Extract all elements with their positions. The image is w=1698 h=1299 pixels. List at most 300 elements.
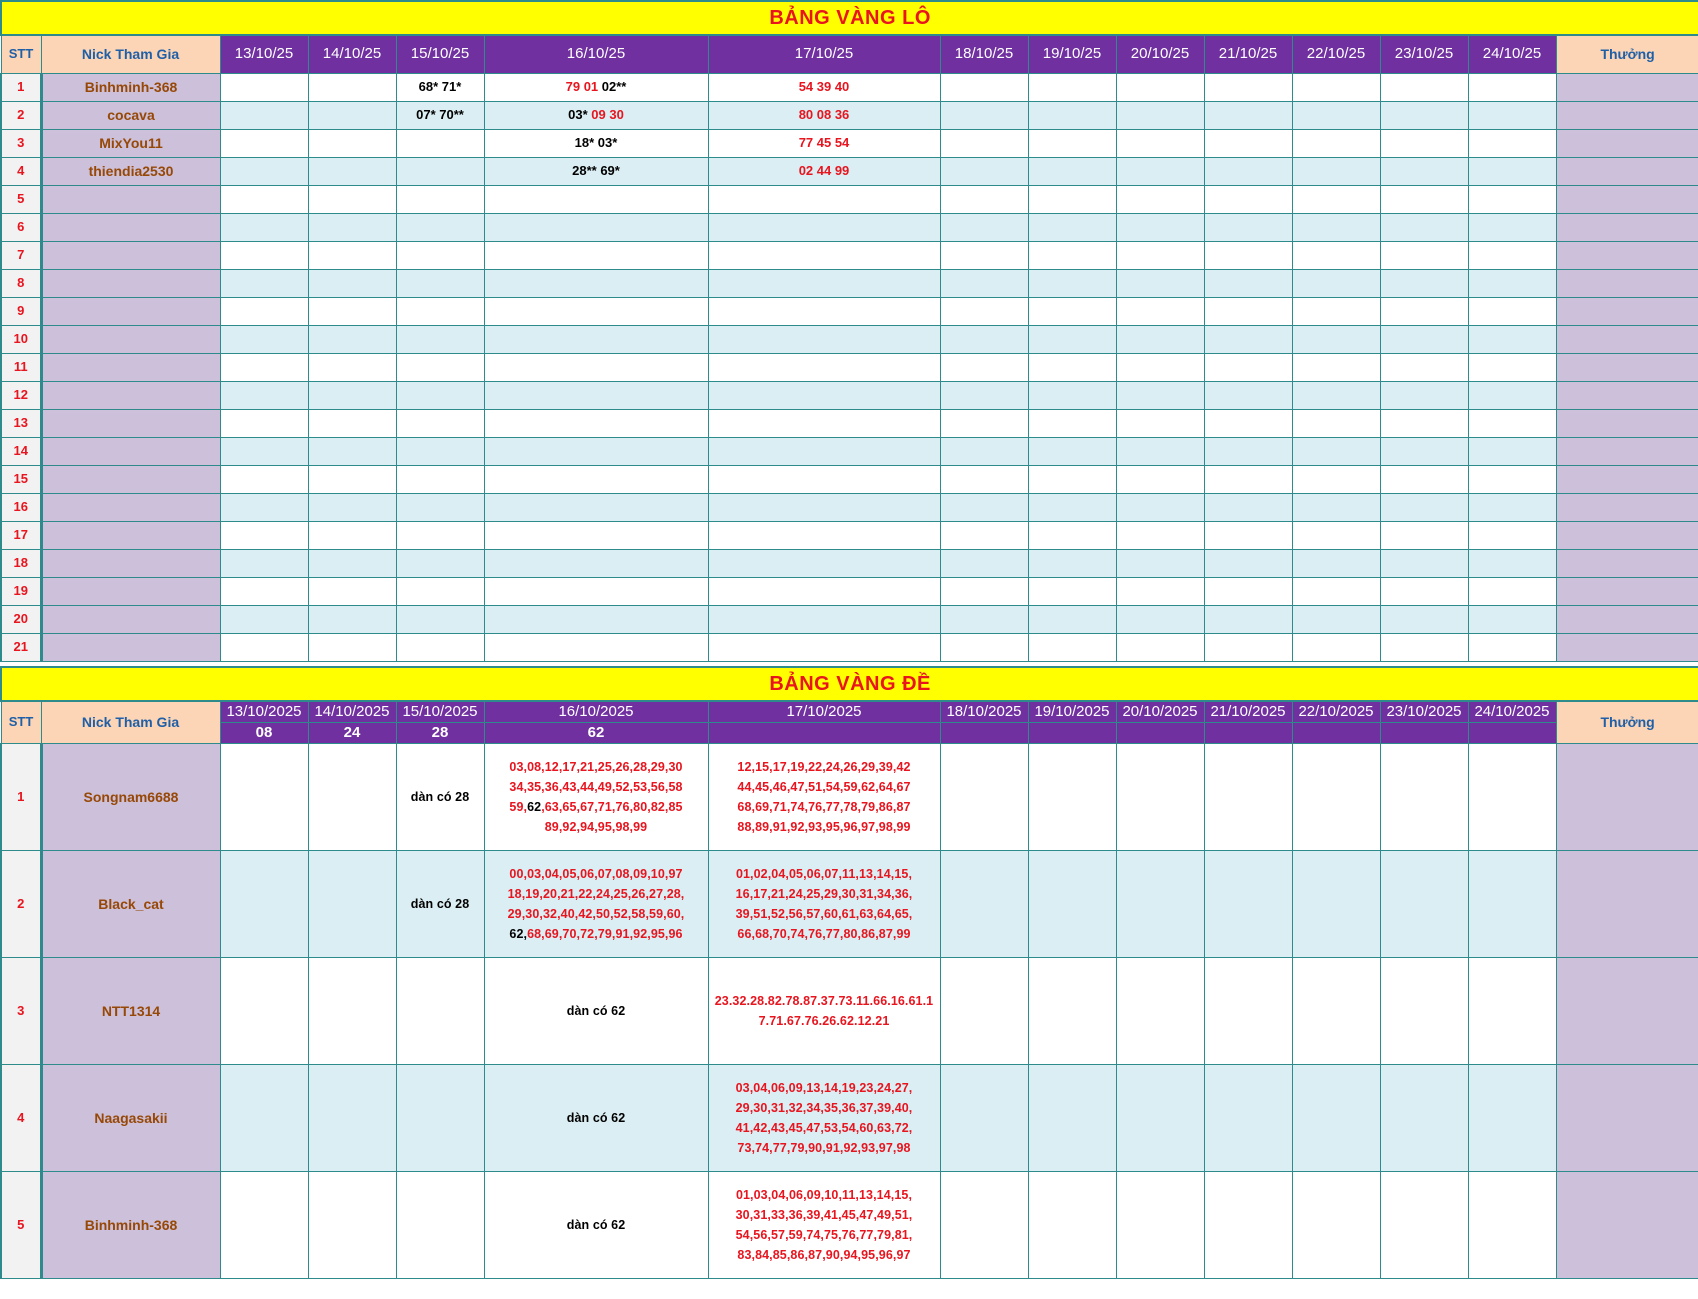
lo-pick-cell[interactable] xyxy=(396,521,484,549)
lo-pick-cell[interactable] xyxy=(1028,213,1116,241)
de-pick-cell[interactable] xyxy=(1116,744,1204,851)
lo-pick-cell[interactable] xyxy=(308,213,396,241)
lo-pick-cell[interactable] xyxy=(308,269,396,297)
de-pick-cell[interactable] xyxy=(484,1172,708,1279)
lo-pick-cell[interactable] xyxy=(1204,437,1292,465)
lo-pick-cell[interactable] xyxy=(1028,101,1116,129)
lo-pick-cell[interactable] xyxy=(1292,241,1380,269)
reward-cell[interactable] xyxy=(1556,381,1698,409)
lo-pick-cell[interactable] xyxy=(308,325,396,353)
lo-pick-cell[interactable] xyxy=(1116,381,1204,409)
de-pick-cell[interactable] xyxy=(308,1172,396,1279)
lo-pick-cell[interactable] xyxy=(220,73,308,101)
de-pick-cell[interactable] xyxy=(1204,744,1292,851)
lo-pick-cell[interactable] xyxy=(220,157,308,185)
lo-pick-cell[interactable] xyxy=(1028,241,1116,269)
lo-pick-cell[interactable] xyxy=(708,73,940,101)
lo-pick-cell[interactable] xyxy=(396,269,484,297)
player-nick[interactable] xyxy=(41,297,220,325)
lo-pick-cell[interactable] xyxy=(396,73,484,101)
de-pick-cell[interactable] xyxy=(1116,851,1204,958)
lo-pick-cell[interactable] xyxy=(308,577,396,605)
reward-cell[interactable] xyxy=(1556,437,1698,465)
de-pick-cell[interactable] xyxy=(1468,958,1556,1065)
lo-pick-cell[interactable] xyxy=(220,605,308,633)
de-pick-cell[interactable] xyxy=(308,851,396,958)
lo-pick-cell[interactable] xyxy=(1116,353,1204,381)
lo-pick-cell[interactable] xyxy=(708,297,940,325)
lo-pick-cell[interactable] xyxy=(940,297,1028,325)
lo-pick-cell[interactable] xyxy=(940,465,1028,493)
lo-pick-cell[interactable] xyxy=(1292,325,1380,353)
reward-cell[interactable] xyxy=(1556,409,1698,437)
reward-cell[interactable] xyxy=(1556,353,1698,381)
lo-pick-cell[interactable] xyxy=(1028,465,1116,493)
lo-pick-cell[interactable] xyxy=(396,213,484,241)
lo-pick-cell[interactable] xyxy=(1204,73,1292,101)
lo-pick-cell[interactable] xyxy=(940,633,1028,661)
lo-pick-cell[interactable] xyxy=(1028,297,1116,325)
lo-pick-cell[interactable] xyxy=(1468,437,1556,465)
lo-pick-cell[interactable] xyxy=(940,129,1028,157)
lo-pick-cell[interactable] xyxy=(308,437,396,465)
de-pick-cell[interactable] xyxy=(1292,744,1380,851)
lo-pick-cell[interactable] xyxy=(1204,353,1292,381)
lo-pick-cell[interactable] xyxy=(308,129,396,157)
de-pick-cell[interactable] xyxy=(1204,1172,1292,1279)
player-nick[interactable] xyxy=(41,213,220,241)
lo-pick-cell[interactable] xyxy=(1292,493,1380,521)
lo-pick-cell[interactable] xyxy=(1292,605,1380,633)
de-pick-cell[interactable] xyxy=(396,958,484,1065)
de-pick-cell[interactable] xyxy=(1468,744,1556,851)
lo-pick-cell[interactable] xyxy=(940,577,1028,605)
player-nick[interactable]: Songnam6688 xyxy=(41,744,220,851)
de-pick-cell[interactable] xyxy=(220,1172,308,1279)
lo-pick-cell[interactable] xyxy=(1380,437,1468,465)
lo-pick-cell[interactable] xyxy=(220,493,308,521)
lo-pick-cell[interactable] xyxy=(1380,521,1468,549)
lo-pick-cell[interactable] xyxy=(708,381,940,409)
de-pick-cell[interactable] xyxy=(220,958,308,1065)
lo-pick-cell[interactable] xyxy=(396,101,484,129)
lo-pick-cell[interactable] xyxy=(1028,409,1116,437)
de-pick-cell[interactable] xyxy=(484,1065,708,1172)
lo-pick-cell[interactable] xyxy=(220,353,308,381)
lo-pick-cell[interactable] xyxy=(484,465,708,493)
lo-pick-cell[interactable] xyxy=(396,437,484,465)
lo-pick-cell[interactable] xyxy=(708,353,940,381)
de-pick-cell[interactable] xyxy=(308,1065,396,1172)
reward-cell[interactable] xyxy=(1556,577,1698,605)
de-pick-cell[interactable] xyxy=(1028,958,1116,1065)
lo-pick-cell[interactable] xyxy=(1204,577,1292,605)
player-nick[interactable]: MixYou11 xyxy=(41,129,220,157)
player-nick[interactable] xyxy=(41,465,220,493)
lo-pick-cell[interactable] xyxy=(484,297,708,325)
lo-pick-cell[interactable] xyxy=(708,633,940,661)
lo-pick-cell[interactable] xyxy=(220,381,308,409)
lo-pick-cell[interactable] xyxy=(708,437,940,465)
lo-pick-cell[interactable] xyxy=(940,269,1028,297)
reward-cell[interactable] xyxy=(1556,633,1698,661)
lo-pick-cell[interactable] xyxy=(1116,325,1204,353)
lo-pick-cell[interactable] xyxy=(940,157,1028,185)
lo-pick-cell[interactable] xyxy=(1468,633,1556,661)
lo-pick-cell[interactable] xyxy=(396,353,484,381)
player-nick[interactable] xyxy=(41,549,220,577)
lo-pick-cell[interactable] xyxy=(484,437,708,465)
player-nick[interactable] xyxy=(41,269,220,297)
lo-pick-cell[interactable] xyxy=(1028,437,1116,465)
lo-pick-cell[interactable] xyxy=(1028,129,1116,157)
lo-pick-cell[interactable] xyxy=(1028,493,1116,521)
lo-pick-cell[interactable] xyxy=(484,325,708,353)
lo-pick-cell[interactable] xyxy=(308,101,396,129)
de-pick-cell[interactable] xyxy=(1468,1172,1556,1279)
de-pick-cell[interactable] xyxy=(708,1065,940,1172)
lo-pick-cell[interactable] xyxy=(308,185,396,213)
de-pick-cell[interactable] xyxy=(220,744,308,851)
reward-cell[interactable] xyxy=(1556,213,1698,241)
lo-pick-cell[interactable] xyxy=(1380,409,1468,437)
de-pick-cell[interactable] xyxy=(1028,744,1116,851)
lo-pick-cell[interactable] xyxy=(1204,465,1292,493)
lo-pick-cell[interactable] xyxy=(708,577,940,605)
lo-pick-cell[interactable] xyxy=(1116,157,1204,185)
lo-pick-cell[interactable] xyxy=(308,549,396,577)
de-pick-cell[interactable] xyxy=(484,851,708,958)
player-nick[interactable] xyxy=(41,381,220,409)
de-pick-cell[interactable] xyxy=(308,744,396,851)
lo-pick-cell[interactable] xyxy=(1116,73,1204,101)
lo-pick-cell[interactable] xyxy=(1380,269,1468,297)
de-pick-cell[interactable] xyxy=(1292,1065,1380,1172)
lo-pick-cell[interactable] xyxy=(1116,549,1204,577)
lo-pick-cell[interactable] xyxy=(1116,605,1204,633)
lo-pick-cell[interactable] xyxy=(708,521,940,549)
reward-cell[interactable] xyxy=(1556,549,1698,577)
de-pick-cell[interactable] xyxy=(1116,1172,1204,1279)
reward-cell[interactable] xyxy=(1556,493,1698,521)
lo-pick-cell[interactable] xyxy=(1116,409,1204,437)
lo-pick-cell[interactable] xyxy=(1204,129,1292,157)
lo-pick-cell[interactable] xyxy=(1380,157,1468,185)
de-pick-cell[interactable] xyxy=(484,958,708,1065)
lo-pick-cell[interactable] xyxy=(1380,353,1468,381)
lo-pick-cell[interactable] xyxy=(1116,213,1204,241)
de-pick-cell[interactable] xyxy=(708,851,940,958)
reward-cell[interactable] xyxy=(1556,101,1698,129)
lo-pick-cell[interactable] xyxy=(484,549,708,577)
player-nick[interactable]: Black_cat xyxy=(41,851,220,958)
de-pick-cell[interactable] xyxy=(1380,744,1468,851)
lo-pick-cell[interactable] xyxy=(1204,297,1292,325)
lo-pick-cell[interactable] xyxy=(484,633,708,661)
reward-cell[interactable] xyxy=(1556,129,1698,157)
lo-pick-cell[interactable] xyxy=(1116,101,1204,129)
lo-pick-cell[interactable] xyxy=(1116,437,1204,465)
de-pick-cell[interactable] xyxy=(396,1065,484,1172)
lo-pick-cell[interactable] xyxy=(1292,297,1380,325)
lo-pick-cell[interactable] xyxy=(1204,493,1292,521)
lo-pick-cell[interactable] xyxy=(1468,409,1556,437)
lo-pick-cell[interactable] xyxy=(1468,269,1556,297)
player-nick[interactable]: NTT1314 xyxy=(41,958,220,1065)
lo-pick-cell[interactable] xyxy=(484,577,708,605)
de-pick-cell[interactable] xyxy=(940,1172,1028,1279)
de-pick-cell[interactable] xyxy=(940,744,1028,851)
reward-cell[interactable] xyxy=(1556,521,1698,549)
lo-pick-cell[interactable] xyxy=(1292,213,1380,241)
lo-pick-cell[interactable] xyxy=(1116,577,1204,605)
lo-pick-cell[interactable] xyxy=(940,325,1028,353)
lo-pick-cell[interactable] xyxy=(220,325,308,353)
lo-pick-cell[interactable] xyxy=(1380,465,1468,493)
lo-pick-cell[interactable] xyxy=(1468,73,1556,101)
lo-pick-cell[interactable] xyxy=(1028,157,1116,185)
lo-pick-cell[interactable] xyxy=(708,325,940,353)
lo-pick-cell[interactable] xyxy=(308,605,396,633)
reward-cell[interactable] xyxy=(1556,1172,1698,1279)
lo-pick-cell[interactable] xyxy=(1028,353,1116,381)
lo-pick-cell[interactable] xyxy=(1028,521,1116,549)
lo-pick-cell[interactable] xyxy=(1468,185,1556,213)
lo-pick-cell[interactable] xyxy=(1204,409,1292,437)
lo-pick-cell[interactable] xyxy=(220,437,308,465)
lo-pick-cell[interactable] xyxy=(1292,185,1380,213)
reward-cell[interactable] xyxy=(1556,269,1698,297)
lo-pick-cell[interactable] xyxy=(1028,269,1116,297)
lo-pick-cell[interactable] xyxy=(308,521,396,549)
de-pick-cell[interactable] xyxy=(1468,1065,1556,1172)
lo-pick-cell[interactable] xyxy=(1204,101,1292,129)
lo-pick-cell[interactable] xyxy=(484,409,708,437)
de-pick-cell[interactable] xyxy=(1380,1065,1468,1172)
lo-pick-cell[interactable] xyxy=(1292,633,1380,661)
lo-pick-cell[interactable] xyxy=(396,493,484,521)
lo-pick-cell[interactable] xyxy=(1292,157,1380,185)
lo-pick-cell[interactable] xyxy=(1292,73,1380,101)
lo-pick-cell[interactable] xyxy=(1468,577,1556,605)
lo-pick-cell[interactable] xyxy=(1028,325,1116,353)
lo-pick-cell[interactable] xyxy=(1204,269,1292,297)
lo-pick-cell[interactable] xyxy=(220,465,308,493)
reward-cell[interactable] xyxy=(1556,157,1698,185)
lo-pick-cell[interactable] xyxy=(708,465,940,493)
player-nick[interactable] xyxy=(41,605,220,633)
lo-pick-cell[interactable] xyxy=(220,577,308,605)
reward-cell[interactable] xyxy=(1556,744,1698,851)
de-pick-cell[interactable] xyxy=(1116,958,1204,1065)
lo-pick-cell[interactable] xyxy=(484,605,708,633)
lo-pick-cell[interactable] xyxy=(484,493,708,521)
de-pick-cell[interactable] xyxy=(396,1172,484,1279)
lo-pick-cell[interactable] xyxy=(220,549,308,577)
reward-cell[interactable] xyxy=(1556,297,1698,325)
lo-pick-cell[interactable] xyxy=(396,409,484,437)
player-nick[interactable] xyxy=(41,353,220,381)
lo-pick-cell[interactable] xyxy=(308,409,396,437)
lo-pick-cell[interactable] xyxy=(396,381,484,409)
lo-pick-cell[interactable] xyxy=(1468,353,1556,381)
lo-pick-cell[interactable] xyxy=(484,73,708,101)
lo-pick-cell[interactable] xyxy=(1468,493,1556,521)
reward-cell[interactable] xyxy=(1556,325,1698,353)
lo-pick-cell[interactable] xyxy=(1380,549,1468,577)
reward-cell[interactable] xyxy=(1556,465,1698,493)
lo-pick-cell[interactable] xyxy=(1468,297,1556,325)
lo-pick-cell[interactable] xyxy=(940,437,1028,465)
lo-pick-cell[interactable] xyxy=(396,605,484,633)
lo-pick-cell[interactable] xyxy=(220,185,308,213)
lo-pick-cell[interactable] xyxy=(484,521,708,549)
lo-pick-cell[interactable] xyxy=(308,297,396,325)
de-pick-cell[interactable] xyxy=(1292,1172,1380,1279)
de-pick-cell[interactable] xyxy=(708,744,940,851)
lo-pick-cell[interactable] xyxy=(396,297,484,325)
lo-pick-cell[interactable] xyxy=(1468,101,1556,129)
lo-pick-cell[interactable] xyxy=(940,213,1028,241)
lo-pick-cell[interactable] xyxy=(1292,437,1380,465)
lo-pick-cell[interactable] xyxy=(484,269,708,297)
player-nick[interactable] xyxy=(41,185,220,213)
player-nick[interactable]: Binhminh-368 xyxy=(41,73,220,101)
de-pick-cell[interactable] xyxy=(396,851,484,958)
player-nick[interactable] xyxy=(41,241,220,269)
lo-pick-cell[interactable] xyxy=(484,157,708,185)
player-nick[interactable]: cocava xyxy=(41,101,220,129)
lo-pick-cell[interactable] xyxy=(220,101,308,129)
lo-pick-cell[interactable] xyxy=(708,493,940,521)
lo-pick-cell[interactable] xyxy=(1204,325,1292,353)
lo-pick-cell[interactable] xyxy=(1028,549,1116,577)
lo-pick-cell[interactable] xyxy=(1028,605,1116,633)
lo-pick-cell[interactable] xyxy=(1292,129,1380,157)
lo-pick-cell[interactable] xyxy=(484,241,708,269)
lo-pick-cell[interactable] xyxy=(708,549,940,577)
lo-pick-cell[interactable] xyxy=(1468,465,1556,493)
lo-pick-cell[interactable] xyxy=(708,269,940,297)
lo-pick-cell[interactable] xyxy=(1380,325,1468,353)
de-pick-cell[interactable] xyxy=(308,958,396,1065)
de-pick-cell[interactable] xyxy=(1380,958,1468,1065)
player-nick[interactable] xyxy=(41,577,220,605)
lo-pick-cell[interactable] xyxy=(708,129,940,157)
de-pick-cell[interactable] xyxy=(1116,1065,1204,1172)
lo-pick-cell[interactable] xyxy=(1380,577,1468,605)
lo-pick-cell[interactable] xyxy=(396,465,484,493)
lo-pick-cell[interactable] xyxy=(484,129,708,157)
de-pick-cell[interactable] xyxy=(1028,1172,1116,1279)
player-nick[interactable] xyxy=(41,325,220,353)
reward-cell[interactable] xyxy=(1556,958,1698,1065)
player-nick[interactable] xyxy=(41,437,220,465)
lo-pick-cell[interactable] xyxy=(308,157,396,185)
player-nick[interactable] xyxy=(41,521,220,549)
lo-pick-cell[interactable] xyxy=(708,409,940,437)
lo-pick-cell[interactable] xyxy=(1204,241,1292,269)
lo-pick-cell[interactable] xyxy=(1116,129,1204,157)
lo-pick-cell[interactable] xyxy=(484,101,708,129)
reward-cell[interactable] xyxy=(1556,185,1698,213)
player-nick[interactable] xyxy=(41,493,220,521)
lo-pick-cell[interactable] xyxy=(1380,73,1468,101)
lo-pick-cell[interactable] xyxy=(1204,605,1292,633)
lo-pick-cell[interactable] xyxy=(484,185,708,213)
lo-pick-cell[interactable] xyxy=(1116,269,1204,297)
lo-pick-cell[interactable] xyxy=(1380,185,1468,213)
lo-pick-cell[interactable] xyxy=(1292,409,1380,437)
player-nick[interactable]: thiendia2530 xyxy=(41,157,220,185)
lo-pick-cell[interactable] xyxy=(940,521,1028,549)
player-nick[interactable]: Naagasakii xyxy=(41,1065,220,1172)
lo-pick-cell[interactable] xyxy=(1292,353,1380,381)
lo-pick-cell[interactable] xyxy=(1468,157,1556,185)
lo-pick-cell[interactable] xyxy=(940,409,1028,437)
lo-pick-cell[interactable] xyxy=(1292,577,1380,605)
lo-pick-cell[interactable] xyxy=(220,521,308,549)
lo-pick-cell[interactable] xyxy=(1116,185,1204,213)
lo-pick-cell[interactable] xyxy=(940,73,1028,101)
lo-pick-cell[interactable] xyxy=(396,185,484,213)
lo-pick-cell[interactable] xyxy=(396,577,484,605)
de-pick-cell[interactable] xyxy=(1380,851,1468,958)
reward-cell[interactable] xyxy=(1556,605,1698,633)
lo-pick-cell[interactable] xyxy=(1380,493,1468,521)
lo-pick-cell[interactable] xyxy=(484,213,708,241)
de-pick-cell[interactable] xyxy=(1204,851,1292,958)
lo-pick-cell[interactable] xyxy=(1204,633,1292,661)
de-pick-cell[interactable] xyxy=(396,744,484,851)
lo-pick-cell[interactable] xyxy=(940,605,1028,633)
lo-pick-cell[interactable] xyxy=(1116,297,1204,325)
lo-pick-cell[interactable] xyxy=(484,381,708,409)
reward-cell[interactable] xyxy=(1556,73,1698,101)
lo-pick-cell[interactable] xyxy=(1292,465,1380,493)
reward-cell[interactable] xyxy=(1556,241,1698,269)
lo-pick-cell[interactable] xyxy=(308,465,396,493)
lo-pick-cell[interactable] xyxy=(708,605,940,633)
lo-pick-cell[interactable] xyxy=(1292,101,1380,129)
lo-pick-cell[interactable] xyxy=(1380,381,1468,409)
lo-pick-cell[interactable] xyxy=(220,213,308,241)
de-pick-cell[interactable] xyxy=(1028,851,1116,958)
lo-pick-cell[interactable] xyxy=(396,129,484,157)
lo-pick-cell[interactable] xyxy=(220,297,308,325)
lo-pick-cell[interactable] xyxy=(220,633,308,661)
lo-pick-cell[interactable] xyxy=(1468,381,1556,409)
lo-pick-cell[interactable] xyxy=(708,157,940,185)
lo-pick-cell[interactable] xyxy=(1380,213,1468,241)
de-pick-cell[interactable] xyxy=(1292,851,1380,958)
de-pick-cell[interactable] xyxy=(708,1172,940,1279)
de-pick-cell[interactable] xyxy=(220,851,308,958)
lo-pick-cell[interactable] xyxy=(1292,381,1380,409)
lo-pick-cell[interactable] xyxy=(1204,549,1292,577)
lo-pick-cell[interactable] xyxy=(1380,241,1468,269)
lo-pick-cell[interactable] xyxy=(1204,157,1292,185)
lo-pick-cell[interactable] xyxy=(1028,381,1116,409)
lo-pick-cell[interactable] xyxy=(308,633,396,661)
de-pick-cell[interactable] xyxy=(220,1065,308,1172)
lo-pick-cell[interactable] xyxy=(1292,521,1380,549)
lo-pick-cell[interactable] xyxy=(1468,213,1556,241)
lo-pick-cell[interactable] xyxy=(1292,269,1380,297)
lo-pick-cell[interactable] xyxy=(708,213,940,241)
lo-pick-cell[interactable] xyxy=(220,241,308,269)
lo-pick-cell[interactable] xyxy=(1204,185,1292,213)
